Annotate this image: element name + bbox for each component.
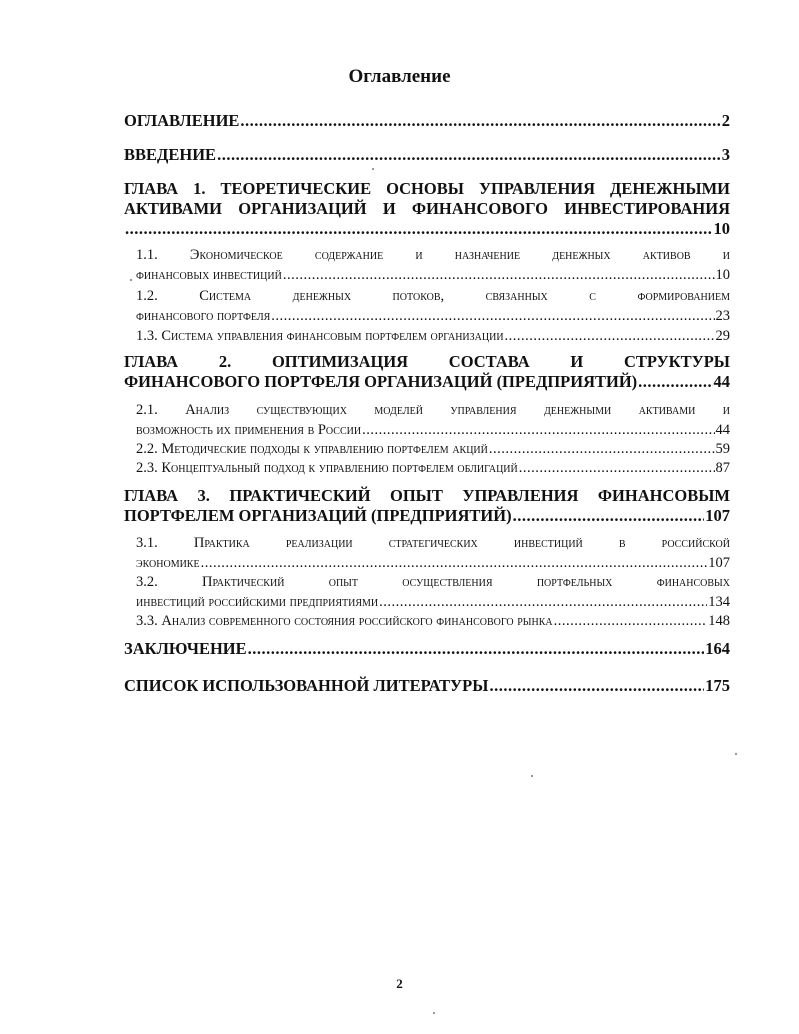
entry-title-line: финансового портфеля: [136, 308, 271, 324]
entry-page: 107: [708, 555, 730, 571]
entry-title-line: 2.1. Анализ существующих моделей управления денежными активами и: [136, 402, 730, 418]
entry-page: 59: [715, 441, 730, 457]
toc-entry-section-2-3[interactable]: [136, 458, 730, 478]
entry-title: ОГЛАВЛЕНИЕ: [124, 111, 240, 130]
entry-title: СПИСОК ИСПОЛЬЗОВАННОЙ ЛИТЕРАТУРЫ: [124, 676, 489, 695]
leader-dots: [489, 676, 704, 696]
leader-dots: [125, 219, 713, 239]
toc-entry-section-1-3[interactable]: [136, 326, 730, 346]
leader-dots: [248, 639, 705, 659]
toc-entry-section-3-1[interactable]: [136, 533, 730, 573]
entry-title-line: 2.2. Методические подходы к управлению портфелем акций: [136, 441, 488, 457]
entry-page: 10: [715, 267, 730, 283]
entry-title-line: 3.1. Практика реализации стратегических инвестиций в российской: [136, 535, 730, 551]
entry-title-line: ГЛАВА 2. ОПТИМИЗАЦИЯ СОСТАВА И СТРУКТУРЫ: [124, 352, 730, 371]
scan-speck: [372, 168, 374, 170]
entry-title-line: финансовых инвестиций: [136, 267, 282, 283]
leader-dots: [240, 111, 720, 131]
entry-title-line: возможность их применения в России: [136, 422, 362, 438]
scan-speck: [130, 279, 132, 281]
entry-title-line: 2.3. Концептуальный подход к управлению портфелем облигаций: [136, 460, 518, 476]
scan-speck: [735, 753, 737, 755]
leader-dots: [505, 326, 715, 346]
entry-page: 23: [715, 308, 730, 324]
entry-page: 44: [713, 372, 730, 391]
toc-entry-references[interactable]: [124, 676, 730, 696]
entry-title: ВВЕДЕНИЕ: [124, 145, 217, 164]
toc-entry-introduction[interactable]: [124, 145, 730, 165]
entry-title-line: инвестиций российскими предприятиями: [136, 594, 379, 610]
entry-page: 164: [705, 639, 730, 658]
entry-page: 29: [715, 328, 730, 344]
leader-dots: [379, 592, 707, 612]
leader-dots: [362, 420, 714, 440]
entry-title-line: ФИНАНСОВОГО ПОРТФЕЛЯ ОРГАНИЗАЦИЙ (ПРЕДПРИЯТИЙ): [124, 372, 638, 391]
leader-dots: [283, 265, 715, 285]
leader-dots: [554, 611, 708, 631]
entry-title-line: АКТИВАМИ ОРГАНИЗАЦИЙ И ФИНАНСОВОГО ИНВЕСТИРОВАНИЯ: [124, 199, 730, 218]
page-title: Оглавление: [348, 66, 451, 87]
toc-entry-conclusion[interactable]: [124, 639, 730, 659]
entry-page: 148: [708, 613, 730, 629]
entry-title-line: 3.3. Анализ современного состояния российского финансового рынка: [136, 613, 553, 629]
toc-entry-section-3-3[interactable]: [136, 611, 730, 631]
entry-page: 3: [721, 145, 730, 164]
entry-title-line: ПОРТФЕЛЕМ ОРГАНИЗАЦИЙ (ПРЕДПРИЯТИЙ): [124, 506, 512, 525]
entry-title-line: 1.2. Система денежных потоков, связанных с формированием: [136, 288, 730, 304]
scan-speck: [433, 1012, 435, 1014]
leader-dots: [489, 439, 715, 459]
toc-entry-chapter-3[interactable]: [124, 486, 730, 526]
entry-title-line: ГЛАВА 1. ТЕОРЕТИЧЕСКИЕ ОСНОВЫ УПРАВЛЕНИЯ ДЕНЕЖНЫМИ: [124, 179, 730, 198]
entry-page: 107: [705, 506, 730, 525]
leader-dots: [513, 506, 705, 526]
entry-title-line: 3.2. Практический опыт осуществления портфельных финансовых: [136, 574, 730, 590]
toc-entry-section-2-1[interactable]: [136, 400, 730, 440]
entry-title-line: экономике: [136, 555, 200, 571]
toc-entry-chapter-1[interactable]: [124, 179, 730, 239]
entry-title: ЗАКЛЮЧЕНИЕ: [124, 639, 247, 658]
leader-dots: [217, 145, 721, 165]
page-number: 2: [396, 976, 403, 991]
entry-title-line: ГЛАВА 3. ПРАКТИЧЕСКИЙ ОПЫТ УПРАВЛЕНИЯ ФИНАНСОВЫМ: [124, 486, 730, 505]
entry-title-line: 1.1. Экономическое содержание и назначение денежных активов и: [136, 247, 730, 263]
leader-dots: [519, 458, 715, 478]
leader-dots: [271, 306, 714, 326]
entry-page: 2: [721, 111, 730, 130]
leader-dots: [638, 372, 712, 392]
entry-page: 44: [715, 422, 730, 438]
entry-page: 134: [708, 594, 730, 610]
entry-page: 175: [705, 676, 730, 695]
toc-entry-section-1-2[interactable]: [136, 286, 730, 326]
toc-entry-chapter-2[interactable]: [124, 352, 730, 392]
toc-entry-contents[interactable]: [124, 111, 730, 131]
leader-dots: [201, 553, 708, 573]
toc-entry-section-1-1[interactable]: [136, 245, 730, 285]
toc-entry-section-2-2[interactable]: [136, 439, 730, 459]
entry-title-line: 1.3. Система управления финансовым портфелем организации: [136, 328, 504, 344]
scan-speck: [531, 775, 533, 777]
entry-page: 10: [713, 219, 730, 238]
toc-entry-section-3-2[interactable]: [136, 572, 730, 612]
entry-page: 87: [715, 460, 730, 476]
